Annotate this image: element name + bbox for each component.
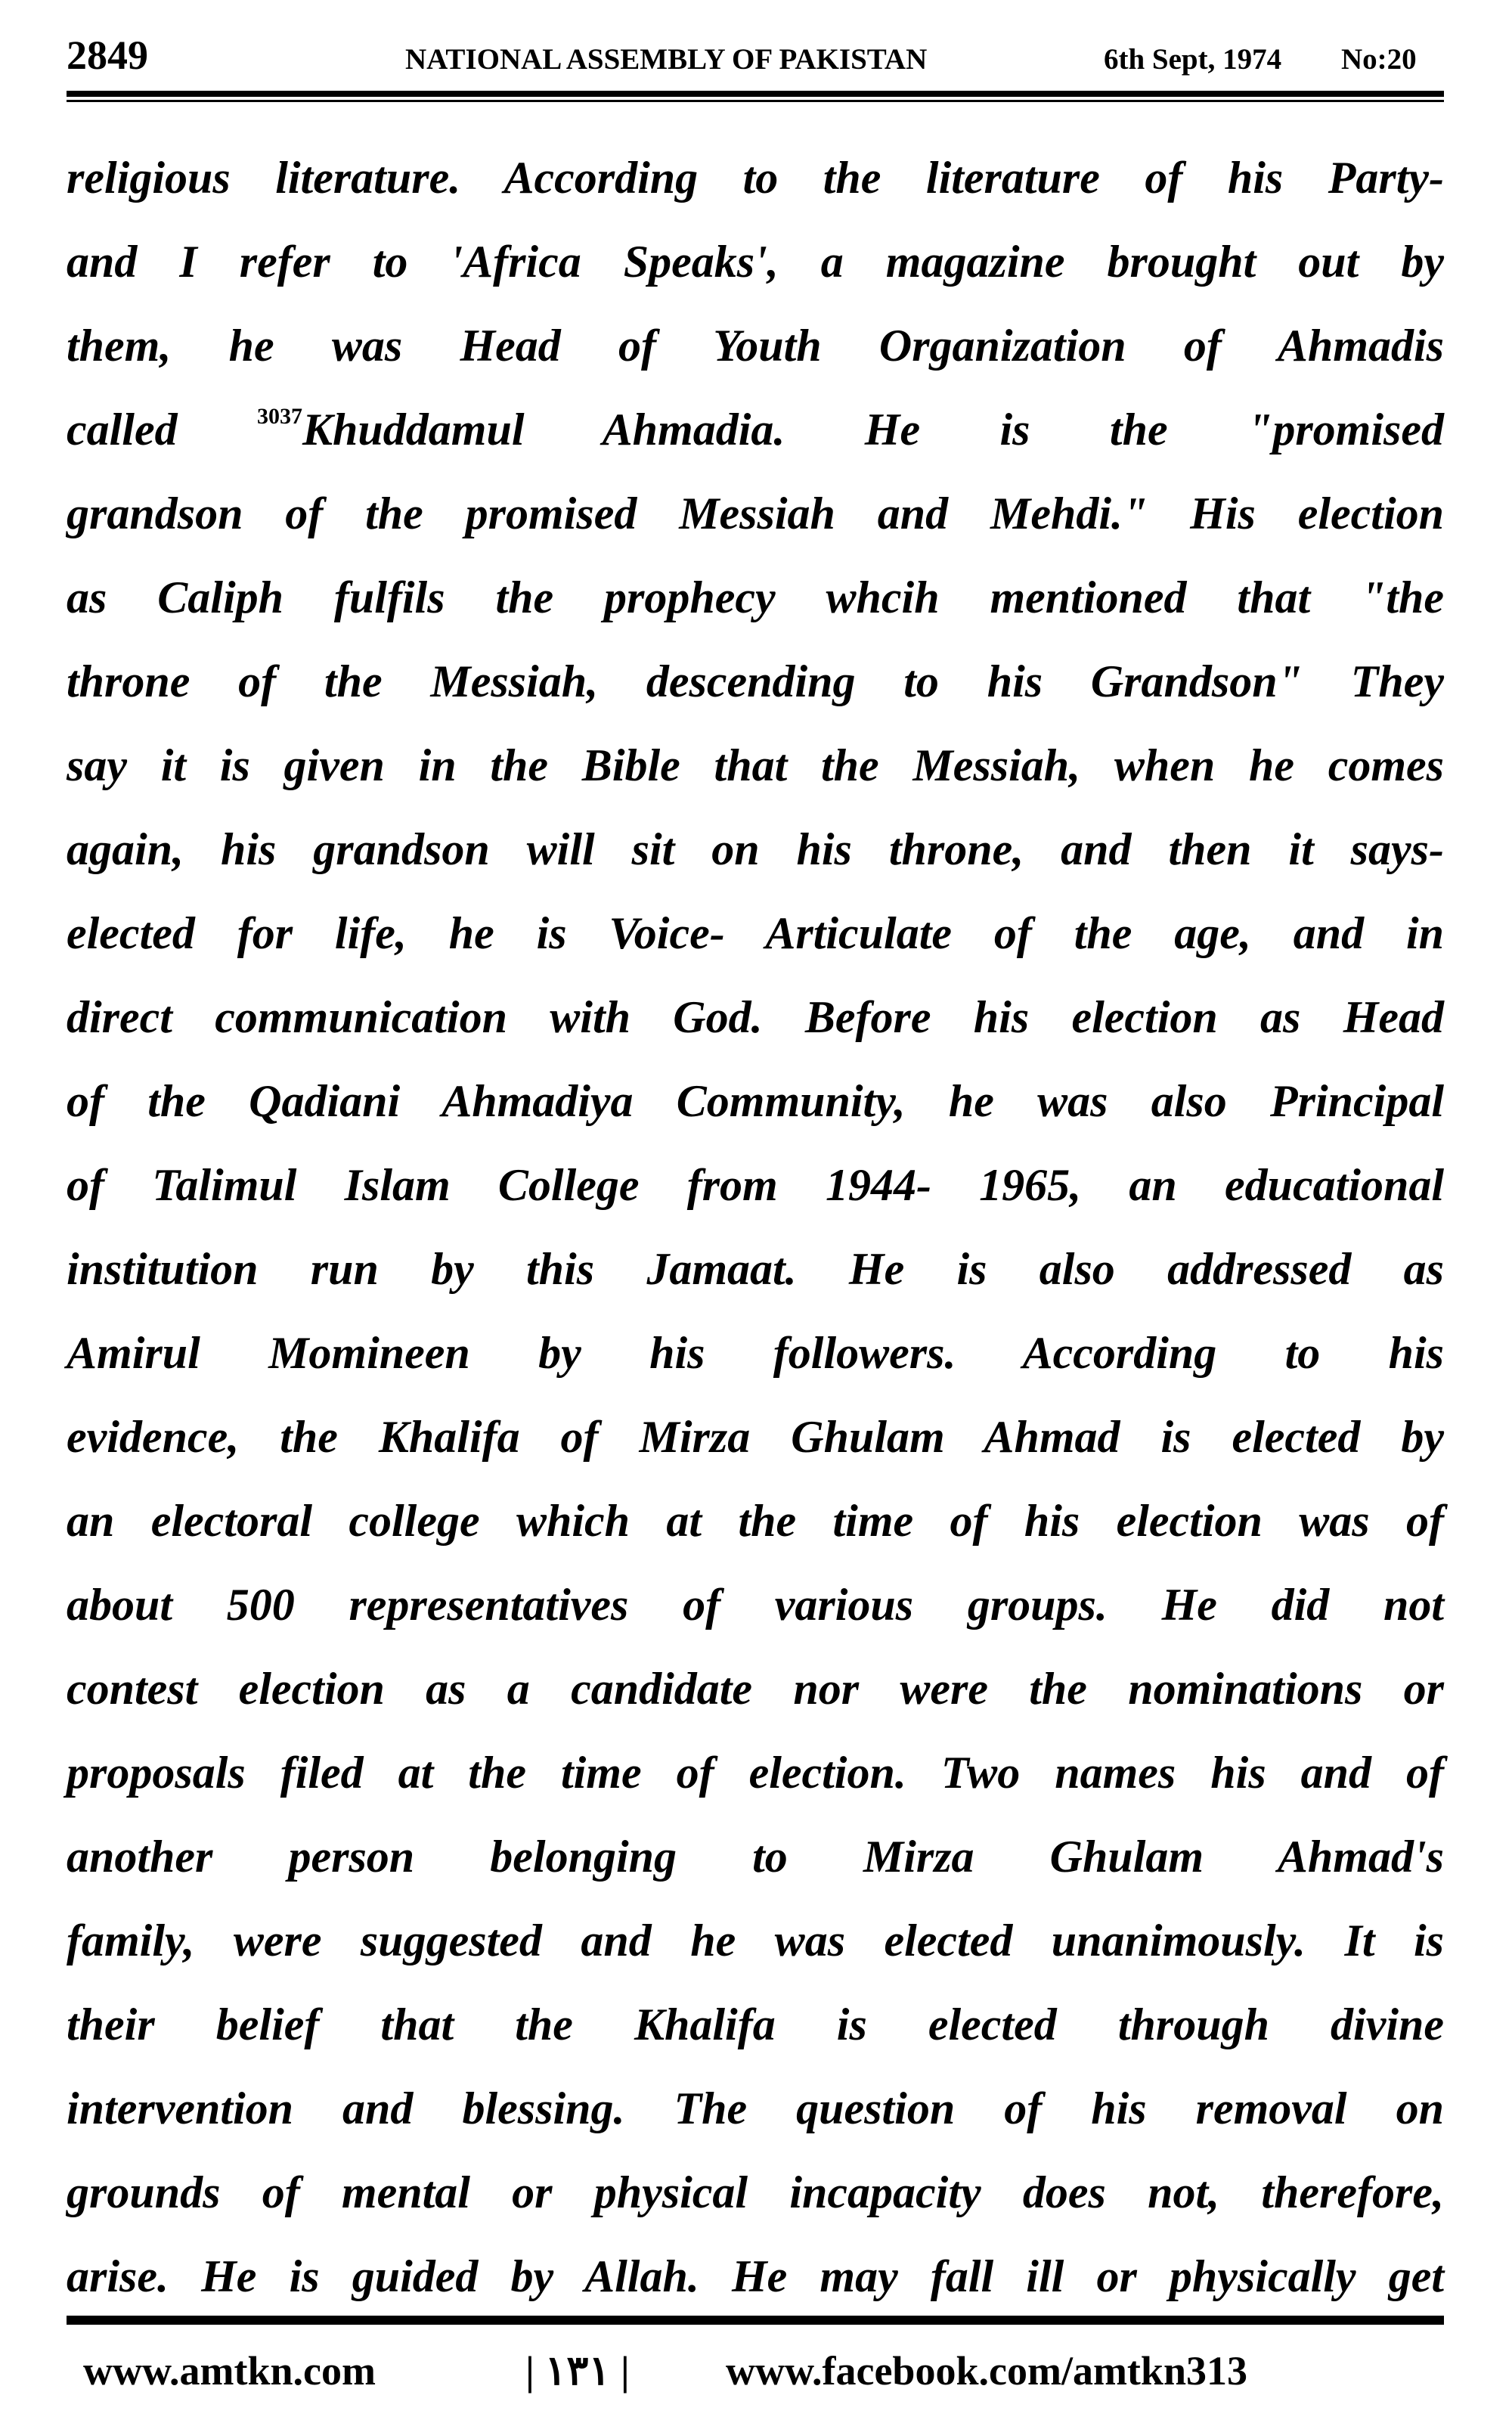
body-line: grandson of the promised Messiah and Mehdi." His election <box>67 489 1444 538</box>
body-line: proposals filed at the time of election. Two names his and of <box>67 1748 1444 1798</box>
body-line: direct communication with God. Before his election as Head <box>67 992 1444 1042</box>
body-line-segment: Khuddamul Ahmadia. He is the "promised <box>302 405 1444 455</box>
body-line: another person belonging to Mirza Ghulam Ahmad's <box>67 1832 1444 1882</box>
session-date: 6th Sept, 1974 <box>1104 43 1282 76</box>
body-line: an electoral college which at the time of his election was of <box>67 1496 1444 1546</box>
body-line: about 500 representatives of various groups. He did not <box>67 1580 1444 1630</box>
body-line: elected for life, he is Voice- Articulate of the age, and in <box>67 908 1444 958</box>
body-line: institution run by this Jamaat. He is also addressed as <box>67 1244 1444 1294</box>
body-line: of Talimul Islam College from 1944- 1965, an educational <box>67 1160 1444 1210</box>
body-line: again, his grandson will sit on his throne, and then it says- <box>67 824 1444 874</box>
body-line: them, he was Head of Youth Organization of Ahmadis <box>67 321 1444 371</box>
body-line: religious literature. According to the literature of his Party- <box>67 153 1444 203</box>
body-text <box>67 136 1444 2319</box>
body-line: intervention and blessing. The question of his removal on <box>67 2083 1444 2133</box>
page-header <box>67 29 1444 82</box>
header-divider <box>67 91 1444 103</box>
body-line: Amirul Momineen by his followers. According to his <box>67 1328 1444 1378</box>
body-line: contest election as a candidate nor were the nominations or <box>67 1664 1444 1714</box>
body-line: arise. He is guided by Allah. He may fall ill or physically get <box>67 2251 1444 2301</box>
body-line: family, were suggested and he was elected unanimously. It is <box>67 1916 1444 1965</box>
session-number: No:20 <box>1341 43 1417 76</box>
header-divider-thin <box>67 100 1444 102</box>
urdu-page-marker: | ۱۳۱ | <box>525 2348 630 2394</box>
footnote-reference: 3037 <box>257 404 303 429</box>
body-line: of the Qadiani Ahmadiya Community, he was also Principal <box>67 1076 1444 1126</box>
page-number: 2849 <box>67 33 148 78</box>
body-line: as Caliph fulfils the prophecy whcih mentioned that "the <box>67 572 1444 622</box>
facebook-link[interactable]: www.facebook.com/amtkn313 <box>726 2348 1247 2394</box>
body-line: evidence, the Khalifa of Mirza Ghulam Ahmad is elected by <box>67 1412 1444 1462</box>
body-line: their belief that the Khalifa is elected through divine <box>67 2000 1444 2049</box>
website-link[interactable]: www.amtkn.com <box>83 2348 376 2394</box>
body-line: grounds of mental or physical incapacity does not, therefore, <box>67 2167 1444 2217</box>
body-line-with-footnote <box>67 388 1444 472</box>
header-divider-thick <box>67 91 1444 97</box>
assembly-title: NATIONAL ASSEMBLY OF PAKISTAN <box>405 43 928 76</box>
body-line: throne of the Messiah, descending to his Grandson" They <box>67 656 1444 706</box>
footer-divider <box>67 2316 1444 2325</box>
page-footer <box>83 2337 1444 2405</box>
body-line: say it is given in the Bible that the Messiah, when he comes <box>67 740 1444 790</box>
body-line: and I refer to 'Africa Speaks', a magazine brought out by <box>67 237 1444 287</box>
body-line-segment: called <box>67 405 178 455</box>
